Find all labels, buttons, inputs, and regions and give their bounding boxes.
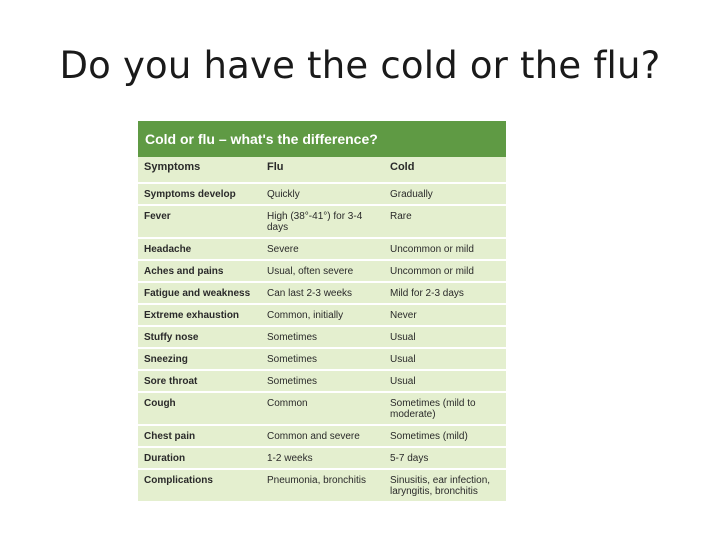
symptom-cell: Cough [138, 392, 261, 425]
flu-cell: Common [261, 392, 384, 425]
column-header-flu: Flu [261, 157, 384, 183]
table-row [138, 183, 506, 205]
flu-cell: Sometimes [261, 348, 384, 370]
flu-cell: Sometimes [261, 370, 384, 392]
flu-cell: Common and severe [261, 425, 384, 447]
symptom-cell: Fever [138, 205, 261, 238]
table-row [138, 282, 506, 304]
table-row [138, 260, 506, 282]
symptom-cell: Headache [138, 238, 261, 260]
comparison-table [138, 157, 506, 503]
cold-cell: Never [384, 304, 506, 326]
symptom-cell: Extreme exhaustion [138, 304, 261, 326]
flu-cell: Severe [261, 238, 384, 260]
comparison-table-card [138, 121, 506, 503]
table-row [138, 326, 506, 348]
symptom-cell: Chest pain [138, 425, 261, 447]
cold-cell: Uncommon or mild [384, 238, 506, 260]
symptom-cell: Aches and pains [138, 260, 261, 282]
flu-cell: High (38°-41°) for 3-4 days [261, 205, 384, 238]
symptom-cell: Fatigue and weakness [138, 282, 261, 304]
symptom-cell: Stuffy nose [138, 326, 261, 348]
column-header-cold: Cold [384, 157, 506, 183]
cold-cell: Sinusitis, ear infection, laryngitis, bronchitis [384, 469, 506, 502]
table-row [138, 304, 506, 326]
cold-cell: Usual [384, 370, 506, 392]
flu-cell: Common, initially [261, 304, 384, 326]
table-title: Cold or flu – what's the difference? [138, 121, 506, 157]
table-header-row [138, 157, 506, 183]
symptom-cell: Duration [138, 447, 261, 469]
cold-cell: Gradually [384, 183, 506, 205]
table-row [138, 425, 506, 447]
cold-cell: Sometimes (mild) [384, 425, 506, 447]
flu-cell: Pneumonia, bronchitis [261, 469, 384, 502]
flu-cell: Sometimes [261, 326, 384, 348]
flu-cell: 1-2 weeks [261, 447, 384, 469]
table-row [138, 392, 506, 425]
table-row [138, 447, 506, 469]
table-row [138, 238, 506, 260]
cold-cell: Rare [384, 205, 506, 238]
cold-cell: Usual [384, 348, 506, 370]
flu-cell: Can last 2-3 weeks [261, 282, 384, 304]
cold-cell: Usual [384, 326, 506, 348]
cold-cell: Mild for 2-3 days [384, 282, 506, 304]
flu-cell: Quickly [261, 183, 384, 205]
symptom-cell: Complications [138, 469, 261, 502]
cold-cell: Sometimes (mild to moderate) [384, 392, 506, 425]
table-row [138, 370, 506, 392]
symptom-cell: Sneezing [138, 348, 261, 370]
symptom-cell: Symptoms develop [138, 183, 261, 205]
symptom-cell: Sore throat [138, 370, 261, 392]
column-header-symptoms: Symptoms [138, 157, 261, 183]
cold-cell: Uncommon or mild [384, 260, 506, 282]
flu-cell: Usual, often severe [261, 260, 384, 282]
table-row [138, 348, 506, 370]
slide-title: Do you have the cold or the flu? [59, 44, 661, 87]
table-row [138, 469, 506, 502]
cold-cell: 5-7 days [384, 447, 506, 469]
table-row [138, 205, 506, 238]
